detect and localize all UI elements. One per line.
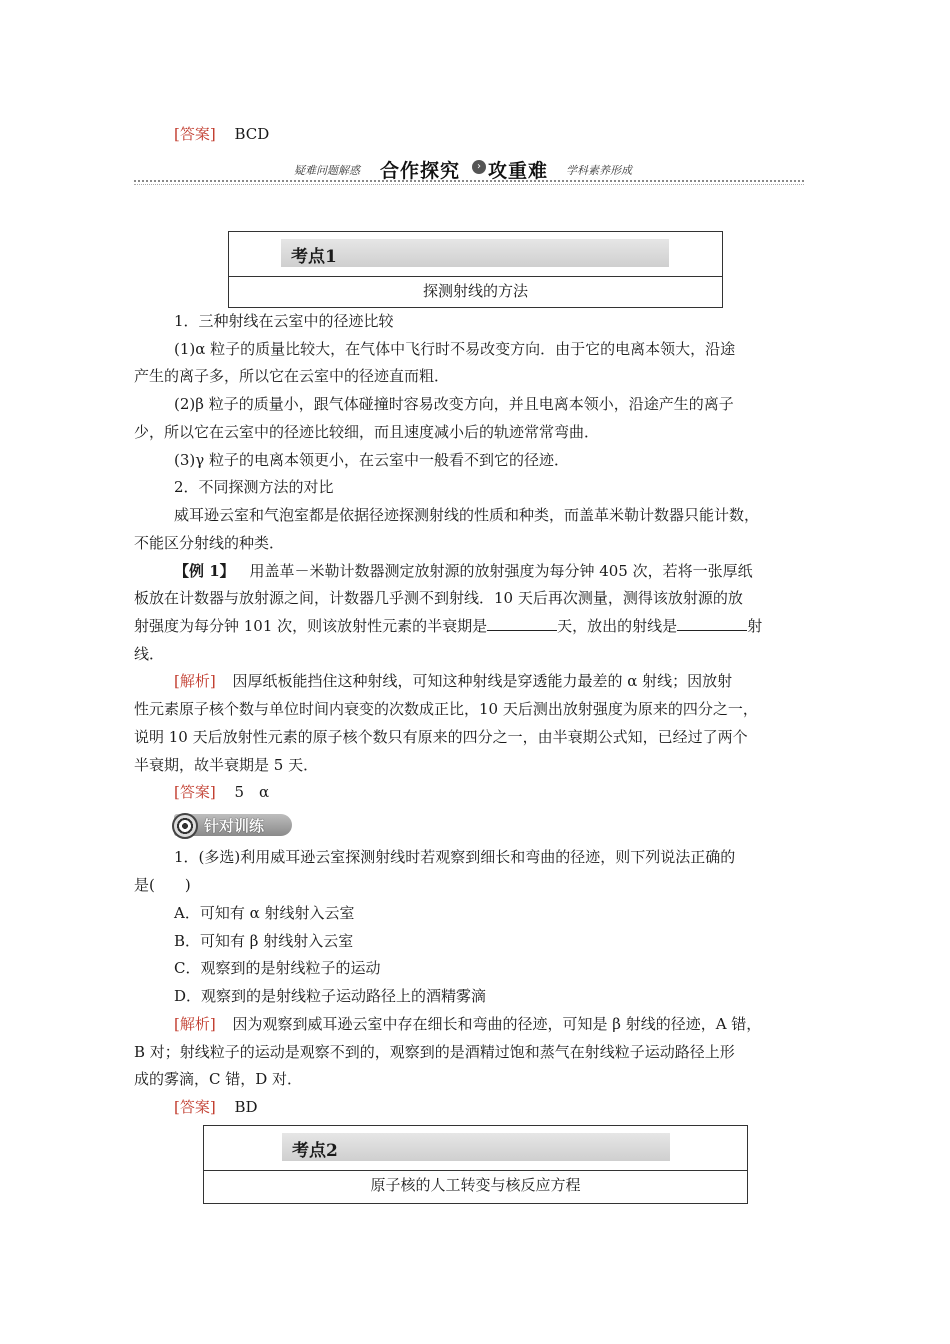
top-answer bbox=[174, 124, 269, 144]
analysis-1-line: [解析] 因厚纸板能挡住这种射线，可知这种射线是穿透能力最差的 α 射线；因放射 bbox=[174, 672, 733, 690]
example-1-line-3: 射强度为每分钟 101 次，则该放射性元素的半衰期是 天，放出的射线是 射 bbox=[134, 617, 763, 635]
paragraph-text: 不能区分射线的种类． bbox=[134, 534, 285, 552]
kaodian-1-tab bbox=[281, 239, 669, 267]
answer-1 bbox=[174, 782, 269, 802]
kaodian-1-title: 探测射线的方法 bbox=[422, 282, 528, 300]
section-1-heading: 1．三种射线在云室中的径迹比较 bbox=[174, 312, 394, 330]
paragraph-text: 产生的离子多，所以它在云室中的径迹直而粗． bbox=[134, 367, 450, 385]
paragraph-text: (3)γ 粒子的电离本领更小，在云室中一般看不到它的径迹． bbox=[174, 451, 569, 469]
banner-arrow-icon: › bbox=[472, 160, 486, 174]
answer-value: BD bbox=[234, 1098, 258, 1116]
training-badge bbox=[174, 814, 292, 836]
banner-divider bbox=[134, 180, 804, 182]
option-c[interactable]: C．观察到的是射线粒子的运动 bbox=[174, 959, 381, 977]
paragraph-text: 线． bbox=[134, 645, 165, 663]
banner-left-text: 疑难问题解惑 bbox=[294, 164, 360, 177]
answer-label: [答案] bbox=[174, 125, 216, 143]
kaodian-2-tag: 考点2 bbox=[292, 1141, 338, 1161]
banner-title-right: 攻重难 bbox=[488, 160, 549, 182]
banner-title-left: 合作探究 bbox=[380, 160, 461, 182]
answer-value: 5 α bbox=[234, 783, 270, 801]
question-1-stem-cont: 是( ) bbox=[134, 876, 191, 894]
kaodian-1-box bbox=[228, 231, 723, 308]
target-icon bbox=[172, 813, 198, 839]
example-1-line: 【例 1】 用盖革－米勒计数器测定放射源的放射强度为每分钟 405 次，若将一张厚纸 bbox=[174, 562, 753, 580]
answer-label: [答案] bbox=[174, 1098, 216, 1116]
banner-right-text: 学科素养形成 bbox=[566, 164, 632, 177]
paragraph-text: B 对；射线粒子的运动是观察不到的，观察到的是酒精过饱和蒸气在射线粒子运动路径上形 bbox=[134, 1043, 735, 1061]
paragraph-text: 说明 10 天后放射性元素的原子核个数只有原来的四分之一，由半衰期公式知，已经过了两个 bbox=[134, 728, 748, 746]
option-b[interactable]: B．可知有 β 射线射入云室 bbox=[174, 932, 354, 950]
paragraph-text: 性元素原子核个数与单位时间内衰变的次数成正比，10 天后测出放射强度为原来的四分之一， bbox=[134, 700, 758, 718]
question-1-stem: 1．(多选)利用威耳逊云室探测射线时若观察到细长和弯曲的径迹，则下列说法正确的 bbox=[174, 848, 736, 866]
analysis-label: [解析] bbox=[174, 672, 216, 690]
kaodian-2-title: 原子核的人工转变与核反应方程 bbox=[370, 1176, 581, 1194]
answer-label: [答案] bbox=[174, 783, 216, 801]
fill-blank-2[interactable] bbox=[677, 616, 747, 631]
option-a[interactable]: A．可知有 α 射线射入云室 bbox=[174, 904, 355, 922]
paragraph-text: 板放在计数器与放射源之间，计数器几乎测不到射线．10 天后再次测量，测得该放射源的放 bbox=[134, 589, 743, 607]
analysis-label: [解析] bbox=[174, 1015, 216, 1033]
paragraph-text: (1)α 粒子的质量比较大，在气体中飞行时不易改变方向．由于它的电离本领大，沿途 bbox=[174, 340, 736, 358]
fill-blank-1[interactable] bbox=[487, 616, 557, 631]
kaodian-2-box bbox=[203, 1125, 748, 1204]
example-1-label: 【例 1】 bbox=[174, 562, 235, 580]
paragraph-text: 半衰期，故半衰期是 5 天． bbox=[134, 756, 319, 774]
kaodian-1-tag: 考点1 bbox=[291, 247, 337, 267]
paragraph-text: 威耳逊云室和气泡室都是依据径迹探测射线的性质和种类，而盖革米勒计数器只能计数， bbox=[174, 506, 760, 524]
option-d[interactable]: D．观察到的是射线粒子运动路径上的酒精雾滴 bbox=[174, 987, 487, 1005]
section-2-heading: 2．不同探测方法的对比 bbox=[174, 478, 334, 496]
answer-2 bbox=[174, 1097, 258, 1117]
paragraph-text: 少，所以它在云室中的径迹比较细，而且速度减小后的轨迹常常弯曲． bbox=[134, 423, 600, 441]
section-banner bbox=[134, 156, 804, 186]
paragraph-text: (2)β 粒子的质量小，跟气体碰撞时容易改变方向，并且电离本领小，沿途产生的离子 bbox=[174, 395, 734, 413]
paragraph-text: 成的雾滴，C 错，D 对． bbox=[134, 1070, 303, 1088]
kaodian-2-tab bbox=[282, 1133, 670, 1161]
analysis-2-line: [解析] 因为观察到威耳逊云室中存在细长和弯曲的径迹，可知是 β 射线的径迹，A 错， bbox=[174, 1015, 762, 1033]
training-label: 针对训练 bbox=[204, 817, 265, 835]
answer-value: BCD bbox=[234, 125, 270, 143]
